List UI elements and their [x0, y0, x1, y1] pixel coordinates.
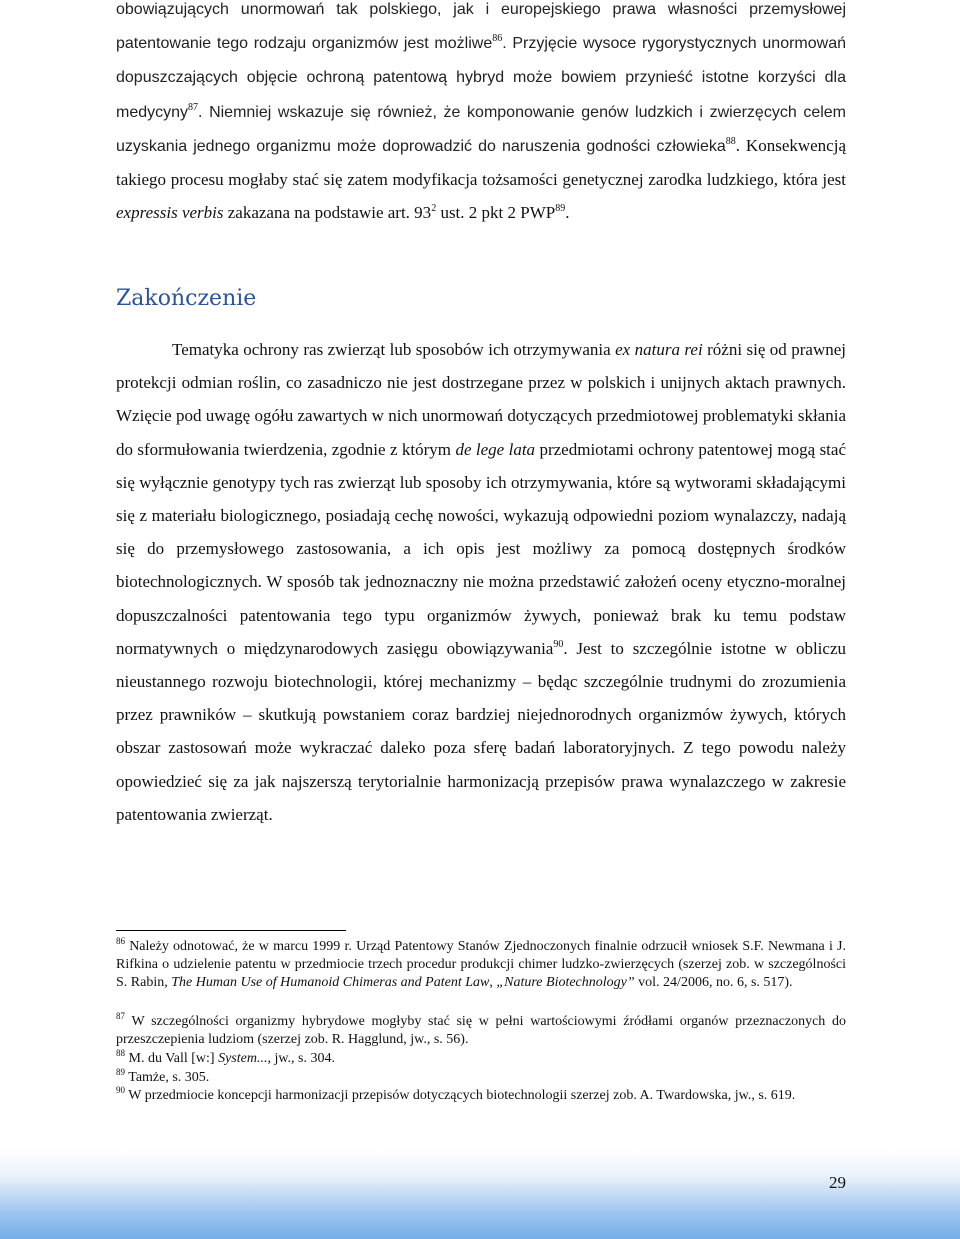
text-run: . Konsekwencją takiego procesu mogłaby stać się zatem modyfikacja tożsamości genetycznej zarodka ludzkiego, która jest [116, 135, 846, 190]
footnote-number: 88 [116, 1048, 125, 1058]
footnote-text: W przedmiocie koncepcji harmonizacji przepisów dotyczących biotechnologii szerzej zob. A. Twardowska, jw., s. 619. [125, 1088, 796, 1103]
footnote-number: 87 [116, 1011, 125, 1021]
footnote-ref-86[interactable]: 86 [492, 33, 503, 45]
text-run: przedmiotami ochrony patentowej mogą stać się wyłącznie genotypy tych ras zwierząt lub sposoby ich otrzymywania, które są wytworami składającymi się z materiału biologicznego, posiadają cechę nowości, wykazują odpowiedni poziom wynalazczy, nadają się do przemysłowego zastosowania, a ich opis jest możliwy za pomocą dostępnych środków biotechnologicznych. W sposób tak jednoznaczny nie można przedstawić założeń oceny etyczno-moralnej dopuszczalności patentowania tego typu organizmów żywych, ponieważ brak ku temu podstaw normatywnych o międzynarodowych zasięgu obowiązywania [116, 439, 847, 658]
footnote-text: W szczególności organizmy hybrydowe mogłyby stać się w pełni wartościowymi źródłami organów przeznaczonych do przeszczepienia ludziom (szerzej zob. R. Hagglund, jw., s. 56). [116, 1014, 846, 1047]
footnote-text: Tamże, s. 305. [125, 1070, 210, 1085]
footnote-number: 89 [116, 1067, 125, 1077]
text-run: obowiązujących unormowań tak polskiego, jak i europejskiego prawa własności przemysłowej patentowanie tego rodzaju organizmów jest możliwe [116, 1, 846, 53]
text-run: Tematyka ochrony ras zwierząt lub sposobów ich otrzymywania [172, 340, 616, 359]
text-run: . Przyjęcie wysoce rygorystycznych unormowań dopuszczających objęcie ochroną patentową hybryd może bowiem przynieść istotne korzyści dla medycyny [116, 35, 846, 121]
footnote-text: M. du Vall [w:] [125, 1051, 219, 1066]
footnote-number: 90 [116, 1085, 125, 1095]
footnote-ref-88[interactable]: 88 [725, 135, 736, 147]
text-run: . [565, 203, 570, 223]
footnote-text: vol. 24/2006, no. 6, s. 517). [634, 975, 793, 990]
section-heading: Zakończenie [116, 286, 257, 311]
footnote-text: , [489, 975, 497, 990]
italic-term: de lege lata [455, 439, 536, 459]
italic-title: System... [218, 1051, 268, 1066]
text-run: ust. 2 pkt 2 PWP [436, 203, 556, 223]
footnote-text: Należy odnotować, że w marcu 1999 r. Urząd Patentowy Stanów Zjednoczonych finalnie odrzucił wniosek S.F. Newmana i J. Rifkina o udzielenie patentu w przedmiocie trzech procedur produkcji chimer ludzko-zwierzęcych (szerzej zob. w szczególności S. Rabin, [116, 939, 846, 990]
text-run: zakazana na podstawie art. 93 [223, 203, 432, 223]
footnote-text: , jw., s. 304. [267, 1051, 336, 1066]
footnote-number: 86 [116, 936, 125, 946]
article-superscript: 2 [431, 203, 437, 215]
page-number: 29 [829, 1173, 846, 1192]
footnote-ref-87[interactable]: 87 [188, 101, 199, 113]
italic-term: ex natura rei [615, 340, 703, 359]
footnote-86 [116, 938, 846, 992]
italic-term: expressis verbis [116, 203, 224, 223]
text-run: różni się od prawnej protekcji odmian roślin, co zasadniczo nie jest dostrzegane przez w polskich i unijnych aktach prawnych. Wzięcie pod uwagę ogółu zawartych w nich unormowań dotyczących przedmiotowej problematyki skłania do sformułowania twierdzenia, zgodnie z którym [116, 340, 846, 459]
text-run: . Niemniej wskazuje się również, że komponowanie genów ludzkich i zwierzęcych celem uzyskania jednego organizmu może doprowadzić do naruszenia godności człowieka [116, 103, 846, 155]
text-run: . Jest to szczególnie istotne w obliczu nieustannego rozwoju biotechnologii, której mechanizmy – będąc szczególnie trudnymi do zrozumienia przez prawników – skutkują powstaniem coraz bardziej niejednorodnych organizmów żywych, których obszar zastosowań może wykraczać daleko poza sferę badań laboratoryjnych. Z tego powodu należy opowiedzieć się za jak najszerszą terytorialnie harmonizacją przepisów prawa wynalazczego w zakresie patentowania zwierząt. [116, 638, 846, 824]
page-footer-band [0, 1150, 960, 1239]
italic-title: The Human Use of Humanoid Chimeras and Patent Law [171, 975, 490, 990]
footnote-89 [116, 1069, 846, 1087]
body-paragraph-2 [116, 333, 846, 831]
body-paragraph-1 [116, 0, 846, 229]
footnote-ref-89[interactable]: 89 [555, 203, 566, 215]
footnote-87 [116, 1013, 846, 1049]
footnote-separator [116, 930, 346, 931]
footnote-90 [116, 1087, 846, 1105]
footnote-ref-90[interactable]: 90 [553, 638, 564, 650]
italic-journal: „Nature Biotechnology” [496, 975, 635, 990]
footnote-88 [116, 1050, 846, 1068]
